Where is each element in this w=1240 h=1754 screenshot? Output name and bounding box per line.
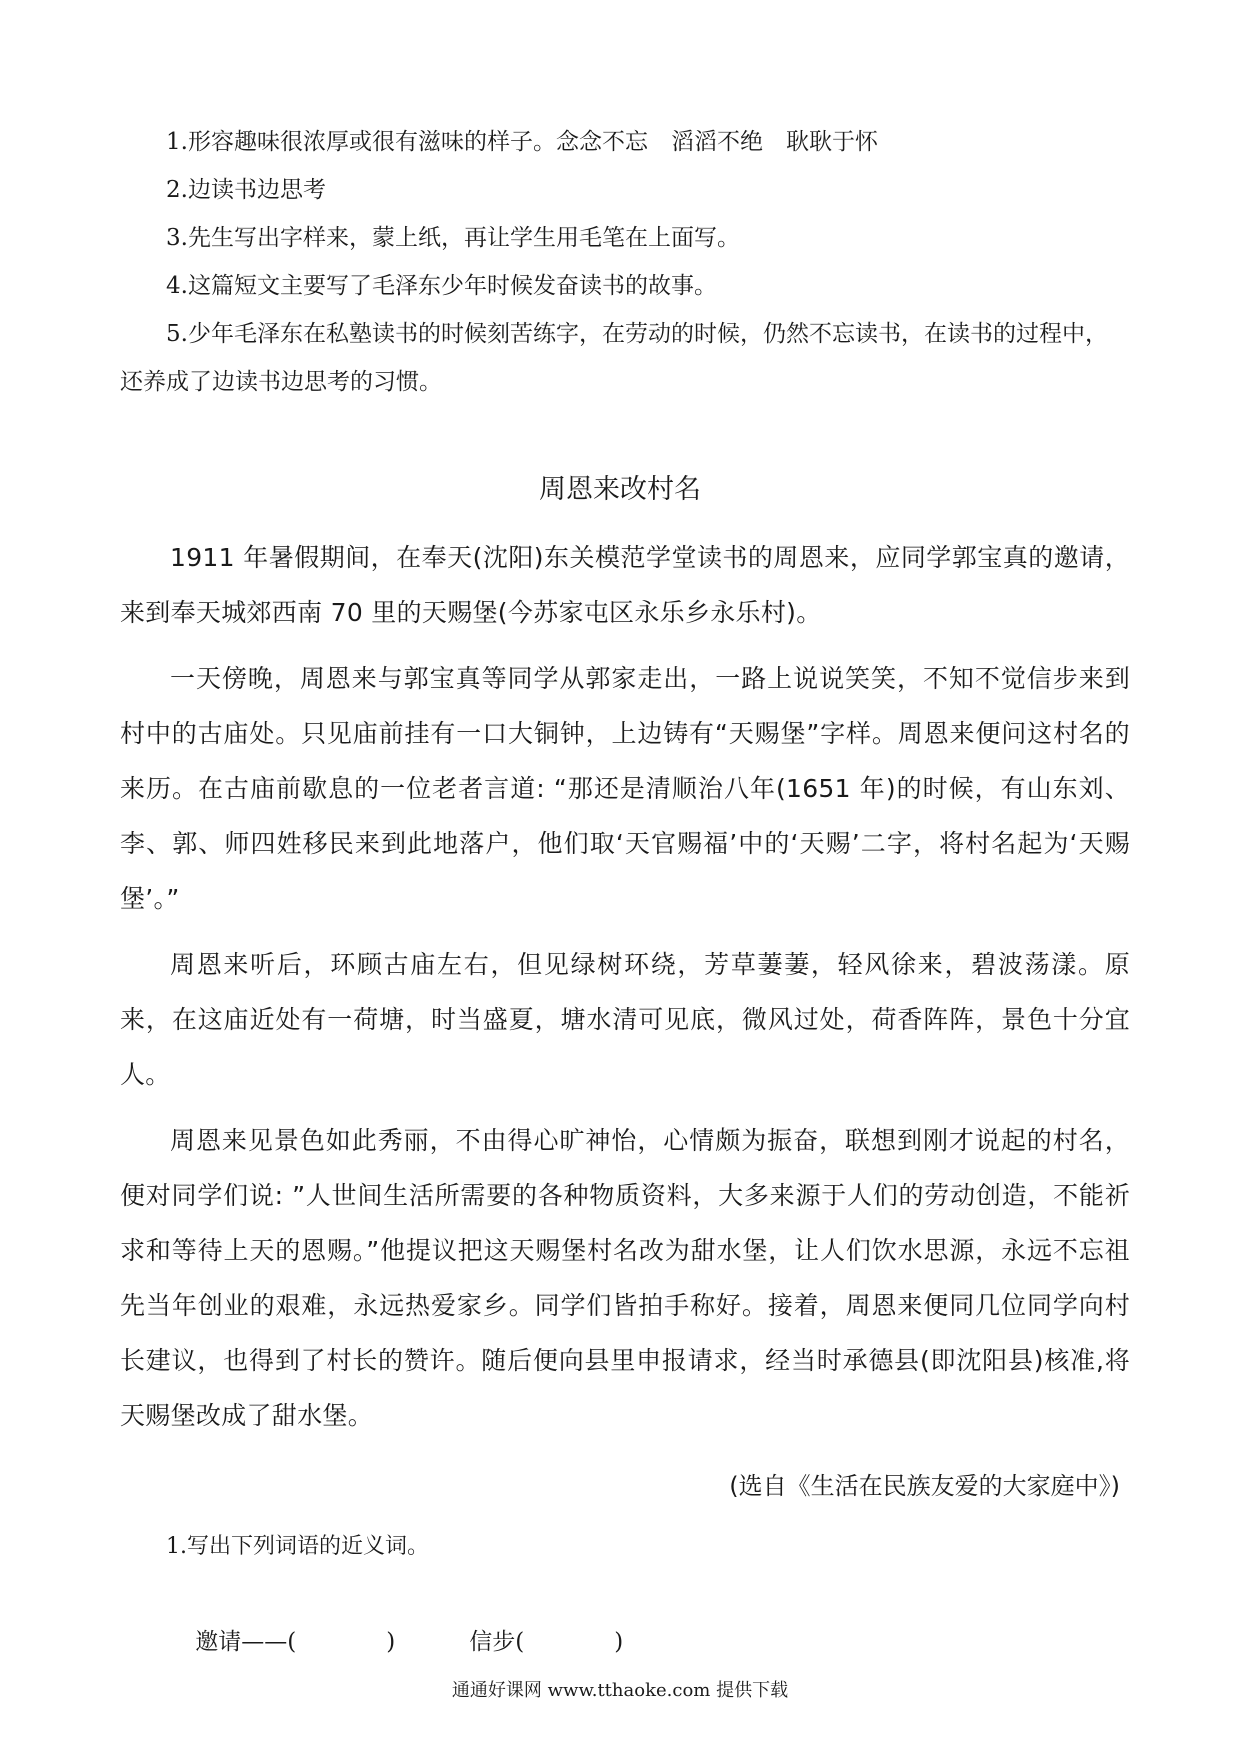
story-paragraph: 周恩来见景色如此秀丽，不由得心旷神怡，心情颇为振奋，联想到刚才说起的村名，便对同学们说: ”人世间生活所需要的各种物质资料，大多来源于人们的劳动创造，不能祈求和等待上天的恩赐。”他提议把这天赐堡村名改为甜水堡，让人们饮水思源，永远不忘祖先当年创业的艰难，永远热爱家乡。同学们皆拍手称好。接着，周恩来便同几位同学向村长建议，也得到了村长的赞许。随后便向县里申报请求，经当时承德县(即沈阳县)核准,将天赐堡改成了甜水堡。: [120, 1126, 1130, 1430]
answer-item: 5.少年毛泽东在私塾读书的时候刻苦练字，在劳动的时候，仍然不忘读书，在读书的过程中，还养成了边读书边思考的习惯。: [120, 321, 1108, 395]
answer-item: 4.这篇短文主要写了毛泽东少年时候发奋读书的故事。: [166, 273, 717, 299]
open-paren: (: [287, 1629, 297, 1655]
exercise-question: 1.写出下列词语的近义词。: [166, 1534, 429, 1559]
open-paren: (: [515, 1629, 525, 1655]
story-source: (选自《生活在民族友爱的大家庭中》): [729, 1472, 1120, 1500]
answer-item: 2.边读书边思考: [166, 177, 326, 203]
story-paragraph: 周恩来听后，环顾古庙左右，但见绿树环绕，芳草萋萋，轻风徐来，碧波荡漾。原来，在这庙近处有一荷塘，时当盛夏，塘水清可见底，微风过处，荷香阵阵，景色十分宜人。: [120, 950, 1130, 1089]
answer-item: 1.形容趣味很浓厚或很有滋味的样子。念念不忘 滔滔不绝 耿耿于怀: [166, 129, 878, 155]
synonym-word: 邀请——: [195, 1629, 288, 1655]
answer-list: [120, 118, 1130, 406]
synonym-item: [195, 1622, 395, 1662]
page-footer: 通通好课网 www.tthaoke.com 提供下载: [451, 1680, 789, 1701]
story-body: [120, 530, 1130, 1454]
story-paragraph: 一天傍晚，周恩来与郭宝真等同学从郭家走出，一路上说说笑笑，不知不觉信步来到村中的古庙处。只见庙前挂有一口大铜钟，上边铸有“天赐堡”字样。周恩来便问这村名的来历。在古庙前歇息的一位老者言道: “那还是清顺治八年(1651 年)的时候，有山东刘、李、郭、师四姓移民来到此地落户，他们取‘天官赐福’中的‘天赐’二字，将村名起为‘天赐堡’。”: [120, 664, 1130, 913]
synonym-item: [469, 1622, 623, 1662]
synonym-word: 信步: [469, 1629, 516, 1655]
close-paren: ): [614, 1629, 624, 1655]
story-title: 周恩来改村名: [539, 474, 701, 505]
answer-item: 3.先生写出字样来，蒙上纸，再让学生用毛笔在上面写。: [166, 225, 740, 251]
close-paren: ): [386, 1629, 396, 1655]
story-paragraph: 1911 年暑假期间，在奉天(沈阳)东关模范学堂读书的周恩来，应同学郭宝真的邀请，来到奉天城郊西南 70 里的天赐堡(今苏家屯区永乐乡永乐村)。: [120, 543, 1130, 627]
